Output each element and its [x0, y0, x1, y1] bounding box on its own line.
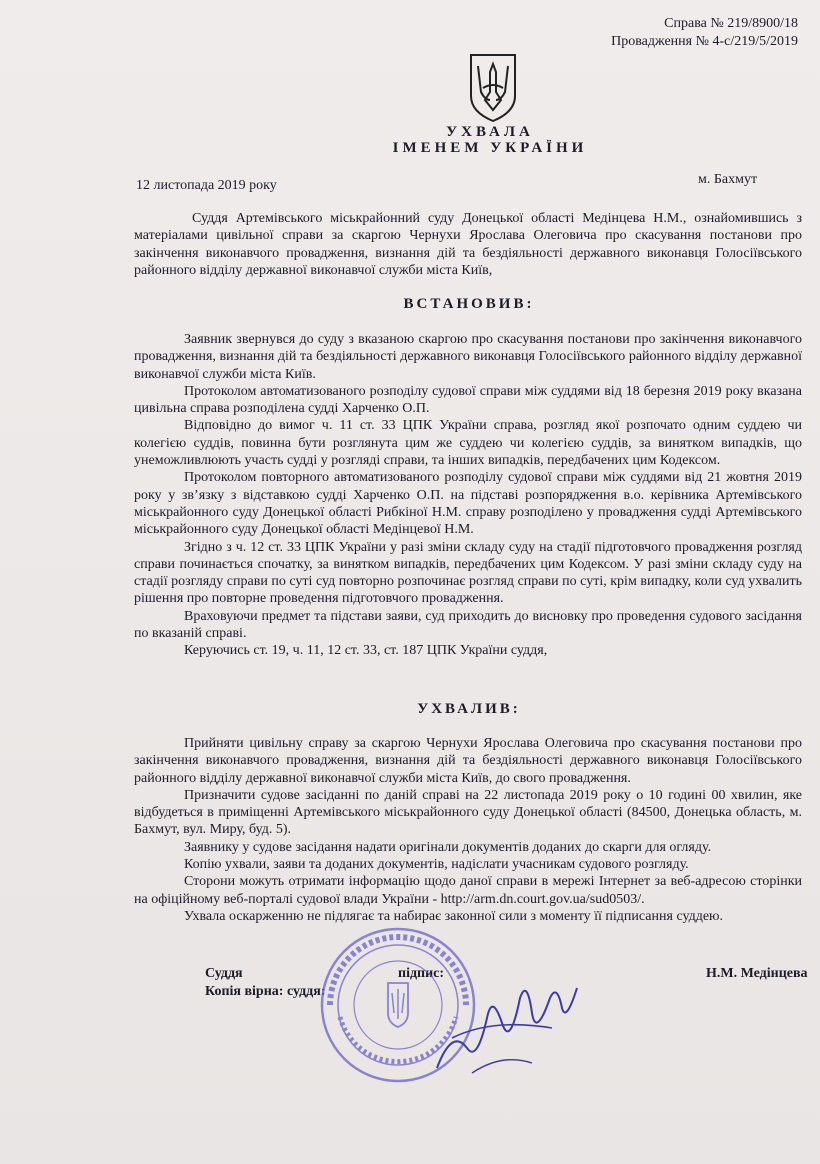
ruled-section — [134, 735, 802, 925]
ruled-paragraph: Копію ухвали, заяви та доданих документів, надіслати учасникам судового розгляду. — [184, 857, 689, 873]
judge-name: Н.М. Медінцева — [706, 966, 808, 981]
intro-paragraph — [134, 210, 802, 279]
established-heading: ВСТАНОВИВ: — [403, 296, 535, 312]
ruled-paragraph: Заявнику у судове засідання надати оригінали документів доданих до скарги для огляду. — [184, 839, 712, 855]
established-paragraph: Згідно з ч. 12 ст. 33 ЦПК України у разі зміни складу суду на стадії підготовчого провадження розгляд справи починається спочатку, за винятком випадків, передбачених цим Кодексом. У разі зміни складу суду на стадії розгляду справи по суті суд повторно розпочинає розгляд справи по суті, крім випадку, коли суд ухвалить рішення про повторне проведення підготовчого провадження. — [134, 539, 802, 607]
trident-emblem-icon — [467, 52, 519, 124]
established-paragraph: Протоколом автоматизованого розподілу судової справи між суддями від 18 березня 2019 року вказана цивільна справа розподілена судді Харченко О.П. — [134, 383, 802, 417]
document-type-title: УХВАЛА — [446, 124, 534, 140]
handwritten-signature — [432, 968, 582, 1078]
established-paragraph: Заявник звернувся до суду з вказаною скаргою про скасування постанови про закінчення виконавчого провадження, визнання дій та бездіяльності державного виконавця Голосіївського районного відділу державної виконавчої служби міста Київ. — [134, 332, 802, 382]
ruled-paragraph: Сторони можуть отримати інформацію щодо даної справи в мережі Інтернет за веб-адресою сторінки на офіційному веб-порталі судової влади України - http://arm.dn.court.gov.ua/sud0503/. — [134, 874, 802, 907]
ruled-paragraph: Призначити судове засіданні по даній справі на 22 листопада 2019 року о 10 годині 00 хвилин, яке відбудеться в приміщенні Артемівського міськрайонного суду Донецької області (84500, Донецька область, м. Бахмут, вул. Миру, буд. 5). — [134, 787, 802, 838]
copy-verified-label: Копія вірна: суддя: — [205, 984, 326, 999]
proceeding-number: Провадження № 4-с/219/5/2019 — [611, 34, 798, 49]
established-paragraph: Керуючись ст. 19, ч. 11, 12 ст. 33, ст. 187 ЦПК України суддя, — [184, 643, 548, 659]
case-number: Справа № 219/8900/18 — [664, 16, 798, 31]
ruled-paragraph: Прийняти цивільну справу за скаргою Чернухи Ярослава Олеговича про скасування постанови про закінчення виконавчого провадження, визнання дій та бездіяльності державного виконавця Голосіївського районного відділу державної виконавчої служби міста Київ, до свого провадження. — [134, 736, 802, 786]
intro-text: Суддя Артемівського міськрайонний суду Донецької області Медінцева Н.М., ознайомившись з матеріалами цивільної справи за скаргою Чернухи Ярослава Олеговича про скасування постанови про закінчення виконавчого провадження, визнання дій та бездіяльності державного виконавця Голосіївського районного відділу державної виконавчої служби міста Київ, — [134, 211, 802, 278]
established-paragraph: Протоколом повторного автоматизованого розподілу судової справи між суддями від 21 жовтня 2019 року у зв’язку з відставкою судді Харченко О.П. на підставі розпорядження в.о. керівника Артемівського міськрайонного суду Донецької області Рибкіної Н.М. справу розподілено у провадження судді Артемівського міськрайонного суду Донецької області Медінцевої Н.М. — [134, 470, 802, 538]
document-subtitle: ІМЕНЕМ УКРАЇНИ — [392, 140, 588, 156]
signed-label: підпис: — [398, 966, 445, 981]
established-paragraph: Враховуючи предмет та підстави заяви, суд приходить до висновку про проведення судового засідання по вказаній справі. — [134, 608, 802, 642]
ruled-heading: УХВАЛИВ: — [417, 701, 521, 717]
judge-label: Суддя — [205, 966, 243, 981]
established-section — [134, 331, 802, 660]
ruled-paragraph: Ухвала оскарженню не підлягає та набирає законної сили з моменту її підписання суддею. — [184, 908, 724, 924]
document-city: м. Бахмут — [698, 172, 758, 187]
document-date: 12 листопада 2019 року — [136, 178, 277, 193]
established-paragraph: Відповідно до вимог ч. 11 ст. 33 ЦПК України справа, розгляд якої розпочато одним суддею чи колегією суддів, повинна бути розглянута цим же суддею чи колегією суддів, за винятком випадків, що унеможливлюють участь судді у розгляді справи, та інших випадків, передбачених цим Кодексом. — [134, 418, 802, 469]
